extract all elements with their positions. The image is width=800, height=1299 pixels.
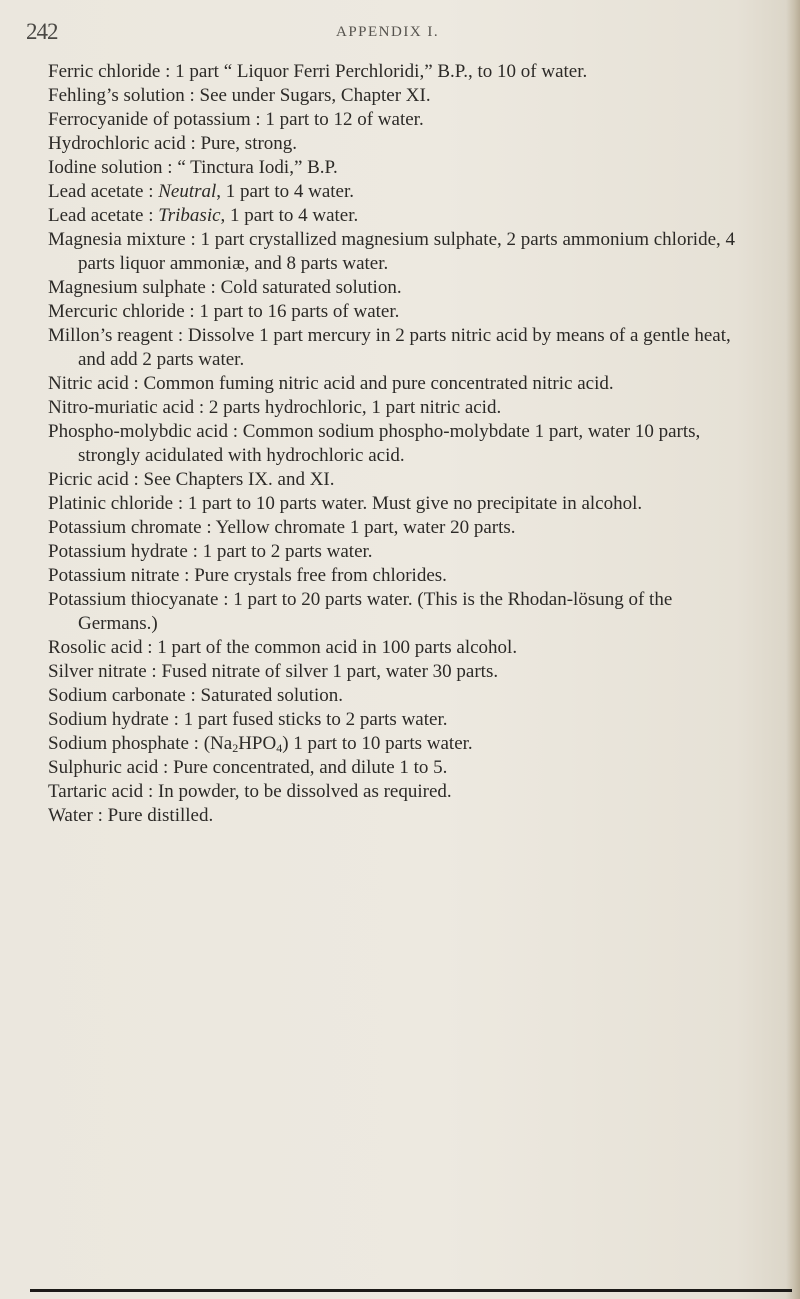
entry-term: Water [48, 805, 93, 826]
list-item: Tartaric acid : In powder, to be dissolved as required. [48, 781, 452, 802]
entry-text: 1 part “ Liquor Ferri Perchloridi,” B.P., to 10 of water. [175, 61, 588, 82]
entry-term: Picric acid [48, 469, 129, 490]
entry-text: Pure crystals free from chlorides. [194, 565, 447, 586]
list-item: Fehling’s solution : See under Sugars, Chapter XI. [48, 85, 431, 106]
list-item: Potassium chromate : Yellow chromate 1 part, water 20 parts. [48, 517, 516, 538]
entry-text: See under Sugars, Chapter XI. [199, 85, 431, 106]
entry-text: 1 part crystallized magnesium sulphate, 2 parts ammonium chloride, 4 parts liquor ammoniæ, and 8 parts water. [78, 229, 736, 274]
list-item: Phospho-molybdic acid : Common sodium phospho-molybdate 1 part, water 10 parts, strongly acidulated with hydrochloric acid. [48, 421, 701, 466]
list-item: Sodium phosphate : $(Na_2HPO_4)$ 1 part to 10 parts water. [48, 733, 473, 755]
entry-term: Sodium hydrate [48, 709, 169, 730]
list-item: Lead acetate : Neutral, 1 part to 4 water. [48, 181, 355, 202]
entry-text: Common fuming nitric acid and pure concentrated nitric acid. [143, 373, 614, 394]
entry-text: 1 part fused sticks to 2 parts water. [183, 709, 448, 730]
entry-term: Millon’s reagent [48, 325, 174, 346]
entry-term: Rosolic acid [48, 637, 143, 658]
entry-text: In powder, to be dissolved as required. [157, 781, 452, 802]
entry-term: Phospho-molybdic acid [48, 421, 228, 442]
reagent-list [48, 60, 738, 828]
list-item: Picric acid : See Chapters IX. and XI. [48, 469, 335, 490]
entry-term: Ferric chloride [48, 61, 161, 82]
entry-term: Platinic chloride [48, 493, 174, 514]
entry-text: Dissolve 1 part mercury in 2 parts nitric acid by means of a gentle heat, and add 2 parts water. [78, 325, 731, 370]
entry-italic: Neutral [158, 181, 217, 202]
entry-term: Sodium carbonate [48, 685, 186, 706]
entry-text: 1 part to 20 parts water. (This is the Rhodan-lösung of the Germans.) [78, 589, 673, 634]
entry-text: , 1 part to 4 water. [216, 181, 355, 202]
entry-text: Pure, strong. [200, 133, 298, 154]
page-number: 242 [26, 19, 58, 44]
entry-text: Common sodium phospho-molybdate 1 part, water 10 parts, strongly acidulated with hydrochloric acid. [78, 421, 701, 466]
list-item: Potassium nitrate : Pure crystals free from chlorides. [48, 565, 447, 586]
entry-term: Nitric acid [48, 373, 129, 394]
entry-text: Fused nitrate of silver 1 part, water 30 parts. [161, 661, 499, 682]
entry-term: Tartaric acid [48, 781, 144, 802]
bottom-rule [30, 1289, 792, 1292]
entry-text: “ Tinctura Iodi,” B.P. [177, 157, 338, 178]
entry-text: Pure concentrated, and dilute 1 to 5. [173, 757, 448, 778]
entry-term: Potassium hydrate [48, 541, 188, 562]
entry-text: 2 parts hydrochloric, 1 part nitric acid. [208, 397, 502, 418]
entry-term: Potassium nitrate [48, 565, 180, 586]
entry-term: Magnesium sulphate [48, 277, 206, 298]
page-gutter-shadow [786, 0, 800, 1299]
entry-term: Potassium thiocyanate [48, 589, 219, 610]
entry-text: 1 part to 16 parts of water. [199, 301, 400, 322]
entry-text: 1 part to 10 parts water. [288, 733, 473, 754]
list-item: Magnesia mixture : 1 part crystallized magnesium sulphate, 2 parts ammonium chloride, 4 parts liquor ammoniæ, and 8 parts water. [48, 229, 736, 274]
entry-term: Silver nitrate [48, 661, 147, 682]
list-item: Platinic chloride : 1 part to 10 parts water. Must give no precipitate in alcohol. [48, 493, 643, 514]
entry-term: Magnesia mixture [48, 229, 186, 250]
list-item: Millon’s reagent : Dissolve 1 part mercury in 2 parts nitric acid by means of a gentle heat, and add 2 parts water. [48, 325, 731, 370]
entry-text: Pure distilled. [107, 805, 214, 826]
entry-italic: Tribasic [158, 205, 221, 226]
entry-text: 1 part to 10 parts water. Must give no precipitate in alcohol. [187, 493, 643, 514]
entry-text: Yellow chromate 1 part, water 20 parts. [215, 517, 516, 538]
list-item: Nitric acid : Common fuming nitric acid and pure concentrated nitric acid. [48, 373, 614, 394]
list-item: Water : Pure distilled. [48, 805, 214, 826]
entry-text: Cold saturated solution. [220, 277, 402, 298]
list-item: Ferric chloride : 1 part “ Liquor Ferri Perchloridi,” B.P., to 10 of water. [48, 61, 588, 82]
list-item: Silver nitrate : Fused nitrate of silver 1 part, water 30 parts. [48, 661, 499, 682]
list-item: Magnesium sulphate : Cold saturated solution. [48, 277, 402, 298]
entry-term: Lead acetate [48, 205, 144, 226]
list-item: Sulphuric acid : Pure concentrated, and dilute 1 to 5. [48, 757, 448, 778]
entry-text: , 1 part to 4 water. [220, 205, 359, 226]
list-item: Lead acetate : Tribasic, 1 part to 4 water. [48, 205, 359, 226]
list-item: Sodium carbonate : Saturated solution. [48, 685, 343, 706]
entry-term: Iodine solution [48, 157, 163, 178]
entry-term: Sulphuric acid [48, 757, 159, 778]
running-head: APPENDIX I. [336, 24, 440, 40]
list-item: Rosolic acid : 1 part of the common acid in 100 parts alcohol. [48, 637, 518, 658]
entry-text: 1 part to 2 parts water. [202, 541, 373, 562]
list-item: Sodium hydrate : 1 part fused sticks to 2 parts water. [48, 709, 448, 730]
entry-term: Lead acetate [48, 181, 144, 202]
entry-text: 1 part to 12 of water. [265, 109, 424, 130]
chemical-formula: $(Na_2HPO_4)$ [203, 733, 289, 755]
entry-text: See Chapters IX. and XI. [143, 469, 335, 490]
list-item: Mercuric chloride : 1 part to 16 parts of water. [48, 301, 400, 322]
list-item: Potassium thiocyanate : 1 part to 20 parts water. (This is the Rhodan-lösung of the Germans.) [48, 589, 673, 634]
list-item: Potassium hydrate : 1 part to 2 parts water. [48, 541, 373, 562]
entry-text: Saturated solution. [200, 685, 343, 706]
entry-term: Hydrochloric acid [48, 133, 186, 154]
list-item: Ferrocyanide of potassium : 1 part to 12 of water. [48, 109, 424, 130]
entry-term: Sodium phosphate [48, 733, 189, 754]
list-item: Iodine solution : “ Tinctura Iodi,” B.P. [48, 157, 338, 178]
list-item: Nitro-muriatic acid : 2 parts hydrochloric, 1 part nitric acid. [48, 397, 502, 418]
list-item: Hydrochloric acid : Pure, strong. [48, 133, 298, 154]
entry-term: Nitro-muriatic acid [48, 397, 195, 418]
entry-term: Ferrocyanide of potassium [48, 109, 251, 130]
entry-term: Potassium chromate [48, 517, 202, 538]
entry-term: Fehling’s solution [48, 85, 185, 106]
entry-text: 1 part of the common acid in 100 parts alcohol. [157, 637, 518, 658]
entry-term: Mercuric chloride [48, 301, 185, 322]
